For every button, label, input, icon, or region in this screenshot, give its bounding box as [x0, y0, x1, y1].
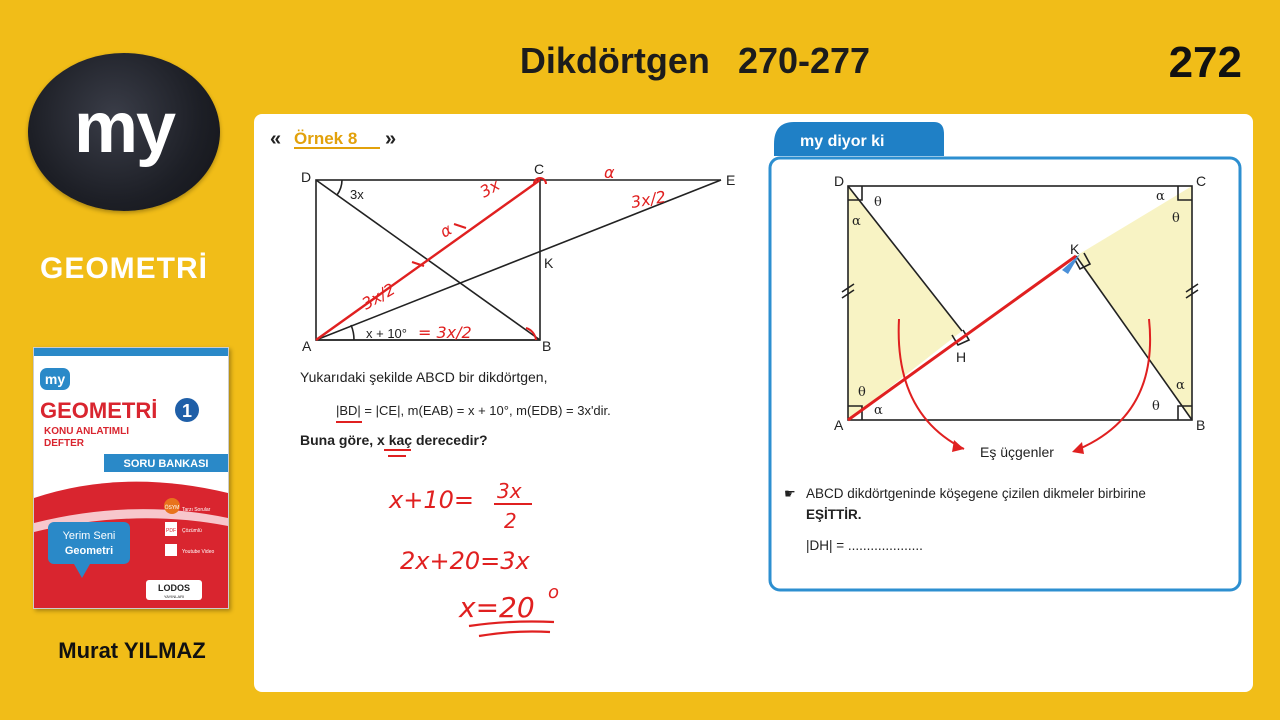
book-title: GEOMETRİ	[40, 398, 158, 423]
topic-title: Dikdörtgen	[519, 40, 710, 81]
question-rest: x kaç derecedir?	[377, 432, 488, 448]
tip-box	[770, 122, 1240, 590]
blank-line: |DH| = ....................	[806, 538, 923, 553]
angle-a-label: x + 10°	[366, 326, 407, 341]
heading-left-mark: «	[270, 128, 282, 150]
point-b: B	[542, 338, 552, 354]
hw-mid-ac: α	[436, 219, 456, 242]
point-c: C	[534, 161, 545, 177]
angle-d-label: 3x	[350, 187, 364, 202]
logo-text: my	[73, 88, 175, 168]
tip-point-k: K	[1070, 241, 1080, 257]
brand-name: GEOMETRİ	[39, 252, 208, 285]
hw-marks	[412, 178, 546, 340]
bullet-hand-icon: ☛	[784, 486, 796, 501]
book-feature2-badge: PDF	[166, 528, 176, 534]
book-feature1-badge: ÖSYM	[164, 505, 180, 511]
book-feature3: Youtube Video	[182, 549, 215, 555]
book-bubble-line2: Geometri	[64, 545, 114, 557]
book-line2: DEFTER	[44, 438, 84, 449]
theta-a: θ	[858, 385, 866, 400]
solution-step1-num: 3x	[497, 479, 522, 503]
solution-step2: 2x+20=3x	[400, 547, 530, 575]
alpha-a: α	[874, 403, 883, 418]
tip-point-h: H	[956, 349, 967, 365]
book-feature2: Çözümlü	[182, 528, 202, 534]
book-bubble	[48, 522, 130, 564]
author-name: Murat YILMAZ	[58, 638, 206, 663]
solution-step3-sup: o	[548, 582, 560, 603]
tip-tab-label: my diyor ki	[800, 133, 885, 150]
book-volume: 1	[181, 401, 193, 421]
angle-d-arc	[337, 180, 342, 195]
book-cover-art	[34, 348, 228, 608]
alpha-b: α	[1176, 378, 1185, 393]
example-heading: Örnek 8	[294, 129, 358, 148]
tip-point-a: A	[834, 417, 844, 433]
handwritten-solution	[388, 479, 559, 624]
example-8	[270, 128, 735, 636]
solution-step1-lhs: x+10=	[389, 486, 474, 514]
theta-b: θ	[1152, 399, 1160, 414]
page-number: 272	[1168, 38, 1242, 87]
theta-c: θ	[1172, 211, 1180, 226]
question-bold: Buna göre,	[300, 432, 374, 448]
content-panel	[254, 114, 1253, 692]
theta-d: θ	[874, 195, 882, 210]
book-badge-text: my	[44, 371, 66, 387]
hw-low-ac: 3x/2	[358, 279, 399, 314]
tip-point-d: D	[834, 173, 845, 189]
tip-point-c: C	[1196, 173, 1207, 189]
bullet-text: ABCD dikdörtgeninde köşegene çizilen dikmeler birbirine	[806, 486, 1146, 501]
point-a: A	[302, 338, 312, 354]
book-band: SORU BANKASI	[123, 458, 209, 470]
page-range: 270-277	[737, 40, 871, 81]
hw-top-ac: 3x	[476, 175, 504, 202]
point-e: E	[726, 172, 736, 188]
statement-line2: |BD| = |CE|, m(EAB) = x + 10°, m(EDB) = 3x'dir.	[336, 403, 611, 418]
solution-step3: x=20	[459, 591, 535, 624]
book-bubble-line1: Yerim Seni	[62, 530, 116, 542]
hw-ce-low: 3x/2	[629, 187, 668, 212]
panel-drawing	[254, 114, 1253, 692]
statement-line1: Yukarıdaki şekilde ABCD bir dikdörtgen,	[300, 369, 548, 385]
my-logo	[28, 53, 220, 211]
handwritten-figure-notes	[359, 163, 668, 342]
heading-right-mark: »	[385, 128, 397, 150]
question	[300, 432, 488, 448]
tip-point-b: B	[1196, 417, 1206, 433]
book-cover	[33, 347, 229, 609]
book-publisher-sub: YAYINLARI	[163, 594, 185, 599]
point-k: K	[544, 255, 554, 271]
angle-a-arc	[351, 325, 354, 340]
alpha-d: α	[852, 214, 861, 229]
book-line1: KONU ANLATIMLI	[44, 426, 129, 437]
book-feature1: Tarzı Sorular	[182, 507, 211, 513]
point-d: D	[301, 169, 312, 185]
hw-angle-eq: = 3x/2	[418, 323, 472, 342]
solution-step1-den: 2	[504, 509, 517, 533]
congruent-label: Eş üçgenler	[980, 444, 1054, 460]
book-publisher: LODOS	[157, 583, 191, 593]
alpha-c: α	[1156, 189, 1165, 204]
hw-ce-top: α	[604, 163, 615, 182]
bullet-bold: EŞİTTİR.	[806, 507, 862, 522]
